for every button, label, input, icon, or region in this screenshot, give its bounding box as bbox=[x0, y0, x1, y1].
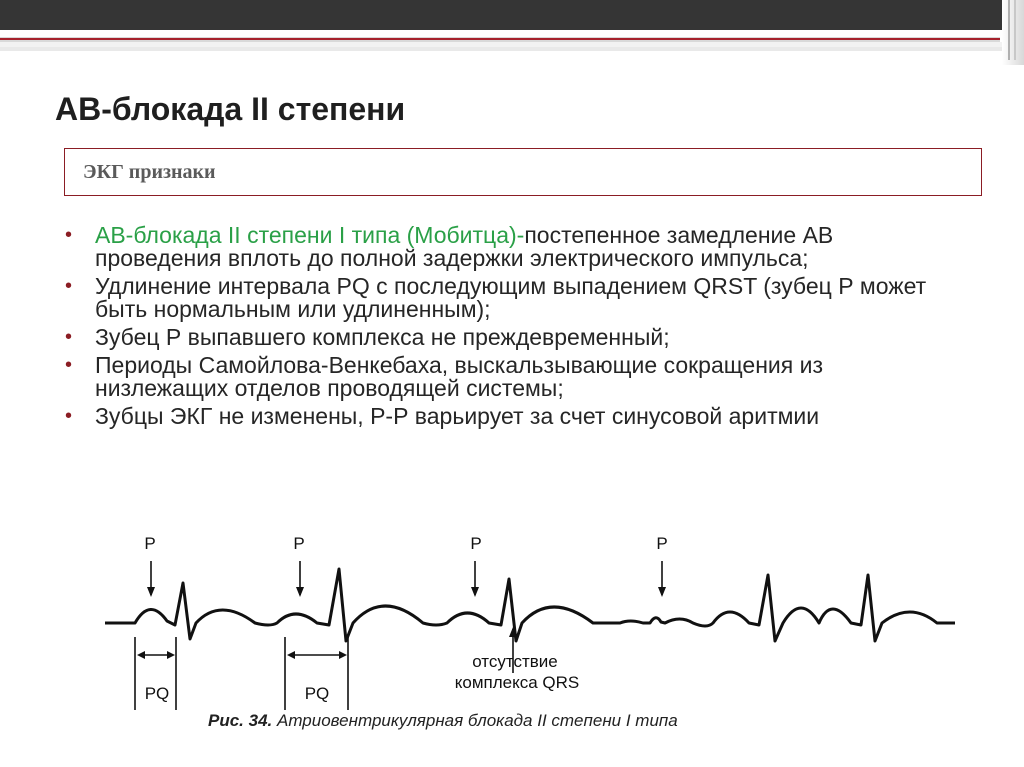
bullet-item bbox=[60, 275, 960, 321]
decor-red-line bbox=[0, 38, 1000, 40]
bullet-dot-icon: • bbox=[65, 275, 73, 297]
bullet-text: Зубцы ЭКГ не изменены, Р-Р варьирует за счет синусовой аритмии bbox=[95, 403, 820, 429]
caption-text: Атриовентрикулярная блокада II степени I типа bbox=[277, 711, 678, 730]
decor-corner bbox=[1002, 0, 1024, 65]
annotation-line-1: отсутствие bbox=[472, 652, 558, 671]
decor-corner-line bbox=[1008, 0, 1010, 60]
decor-stripe bbox=[0, 47, 1010, 51]
bullet-item bbox=[60, 405, 960, 428]
bullet-text: Периоды Самойлова-Венкебаха, выскальзывающие сокращения из низлежащих отделов проводящей системы; bbox=[95, 352, 824, 401]
pq-label: PQ bbox=[144, 684, 170, 703]
subtitle-box bbox=[64, 148, 982, 196]
decor-corner-line bbox=[1014, 0, 1016, 60]
caption-number: Рис. 34. bbox=[208, 711, 273, 730]
annotation-line-2: комплекса QRS bbox=[454, 673, 580, 692]
p-label: P bbox=[293, 534, 305, 553]
bullet-highlight: АВ-блокада II степени I типа (Мобитца)- bbox=[95, 222, 525, 248]
p-label: P bbox=[144, 534, 156, 553]
slide-title: АВ-блокада II степени bbox=[55, 91, 406, 127]
subtitle-label: ЭКГ признаки bbox=[83, 161, 216, 183]
bullet-dot-icon: • bbox=[65, 326, 73, 348]
bullet-item bbox=[60, 224, 960, 270]
bullet-text: постепенное замедление АВ проведения вплоть до полной задержки электрического импульса; bbox=[95, 222, 834, 271]
figure-caption bbox=[208, 711, 678, 731]
bullet-text: Удлинение интервала PQ с последующим выпадением QRST (зубец Р может быть нормальным или удлиненным); bbox=[95, 273, 927, 322]
pq-label: PQ bbox=[304, 684, 330, 703]
bullet-item bbox=[60, 354, 960, 400]
bullet-list bbox=[60, 224, 960, 433]
bullet-text: Зубец Р выпавшего комплекса не преждевременный; bbox=[95, 324, 670, 350]
p-label: P bbox=[656, 534, 668, 553]
bullet-dot-icon: • bbox=[65, 354, 73, 376]
top-bar bbox=[0, 0, 1024, 30]
bullet-item bbox=[60, 326, 960, 349]
bullet-dot-icon: • bbox=[65, 224, 73, 246]
bullet-dot-icon: • bbox=[65, 405, 73, 427]
ecg-trace bbox=[105, 569, 955, 641]
p-label: P bbox=[470, 534, 482, 553]
ecg-figure bbox=[95, 525, 965, 735]
